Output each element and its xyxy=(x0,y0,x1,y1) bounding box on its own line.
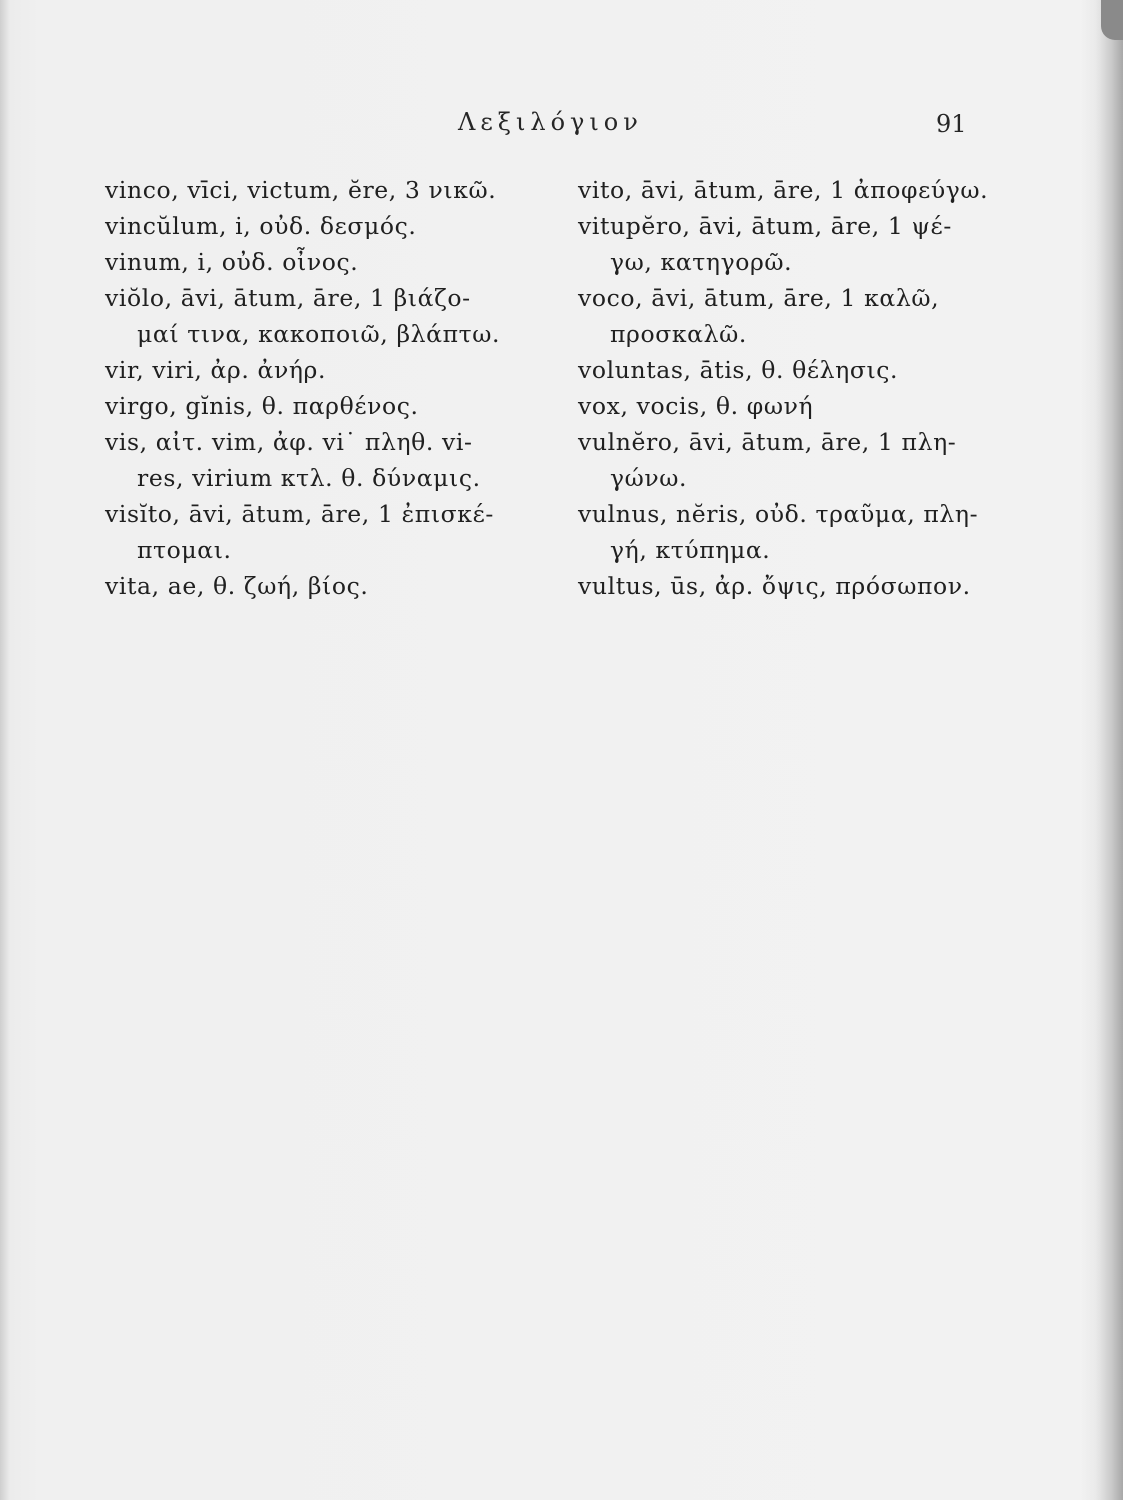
entry-line: vis, αἰτ. vim, ἀφ. vi˙ πληθ. vi- xyxy=(105,428,473,456)
entry-continuation-line: προσκαλῶ. xyxy=(610,320,747,348)
entry-continuation-line: μαί τινα, κακοποιῶ, βλάπτω. xyxy=(137,320,501,348)
entry-line: vultus, ūs, ἀρ. ὄψις, πρόσωπον. xyxy=(578,572,971,600)
entry-line: vitupĕro, āvi, ātum, āre, 1 ψέ- xyxy=(578,212,952,240)
left-column-entries xyxy=(105,172,555,604)
glossary-entry xyxy=(578,388,998,424)
entry-line: virgo, gĭnis, θ. παρθένος. xyxy=(105,392,419,420)
entry-line: vincŭlum, i, οὐδ. δεσμός. xyxy=(105,212,417,240)
glossary-entry xyxy=(578,568,998,604)
entry-line: vulnus, nĕris, οὐδ. τραῦμα, πλη- xyxy=(578,500,979,528)
glossary-entry xyxy=(105,208,555,244)
entry-continuation-line: πτομαι. xyxy=(137,536,232,564)
glossary-entry xyxy=(105,280,555,352)
entry-continuation-line: γώνω. xyxy=(610,464,688,492)
entry-line: visĭto, āvi, ātum, āre, 1 ἐπισκέ- xyxy=(105,500,494,528)
entry-continuation-line: γή, κτύπημα. xyxy=(610,536,771,564)
page-corner-mark xyxy=(1101,0,1123,40)
entry-line: vox, vocis, θ. φωνή xyxy=(578,392,814,420)
glossary-entry xyxy=(105,388,555,424)
entry-line: voco, āvi, ātum, āre, 1 καλῶ, xyxy=(578,284,940,312)
glossary-entry xyxy=(578,280,998,352)
glossary-entry xyxy=(105,496,555,568)
entry-line: vinum, i, οὐδ. οἶνος. xyxy=(105,248,359,276)
running-header-title: Λεξιλόγιον xyxy=(458,108,643,136)
entry-line: vita, ae, θ. ζωή, βίος. xyxy=(105,572,369,600)
glossary-entry xyxy=(578,172,998,208)
right-column-entries xyxy=(578,172,998,604)
entry-line: voluntas, ātis, θ. θέλησις. xyxy=(578,356,899,384)
page-number: 91 xyxy=(936,110,967,138)
entry-continuation-line: γω, κατηγορῶ. xyxy=(610,248,793,276)
glossary-entry xyxy=(105,172,555,208)
glossary-entry xyxy=(578,496,998,568)
glossary-entry xyxy=(105,244,555,280)
glossary-entry xyxy=(578,208,998,280)
page-edge-shadow xyxy=(1095,0,1123,1500)
entry-line: viŏlo, āvi, ātum, āre, 1 βιάζο- xyxy=(105,284,471,312)
entry-line: vulnĕro, āvi, ātum, āre, 1 πλη- xyxy=(578,428,957,456)
glossary-entry xyxy=(105,352,555,388)
entry-line: vir, viri, ἀρ. ἀνήρ. xyxy=(105,356,327,384)
glossary-entry xyxy=(105,568,555,604)
entry-line: vinco, vīci, victum, ĕre, 3 νικῶ. xyxy=(105,176,497,204)
glossary-entry xyxy=(578,424,998,496)
entry-line: vito, āvi, ātum, āre, 1 ἀποφεύγω. xyxy=(578,176,989,204)
glossary-entry xyxy=(578,352,998,388)
glossary-entry xyxy=(105,424,555,496)
entry-continuation-line: res, virium κτλ. θ. δύναμις. xyxy=(137,464,481,492)
